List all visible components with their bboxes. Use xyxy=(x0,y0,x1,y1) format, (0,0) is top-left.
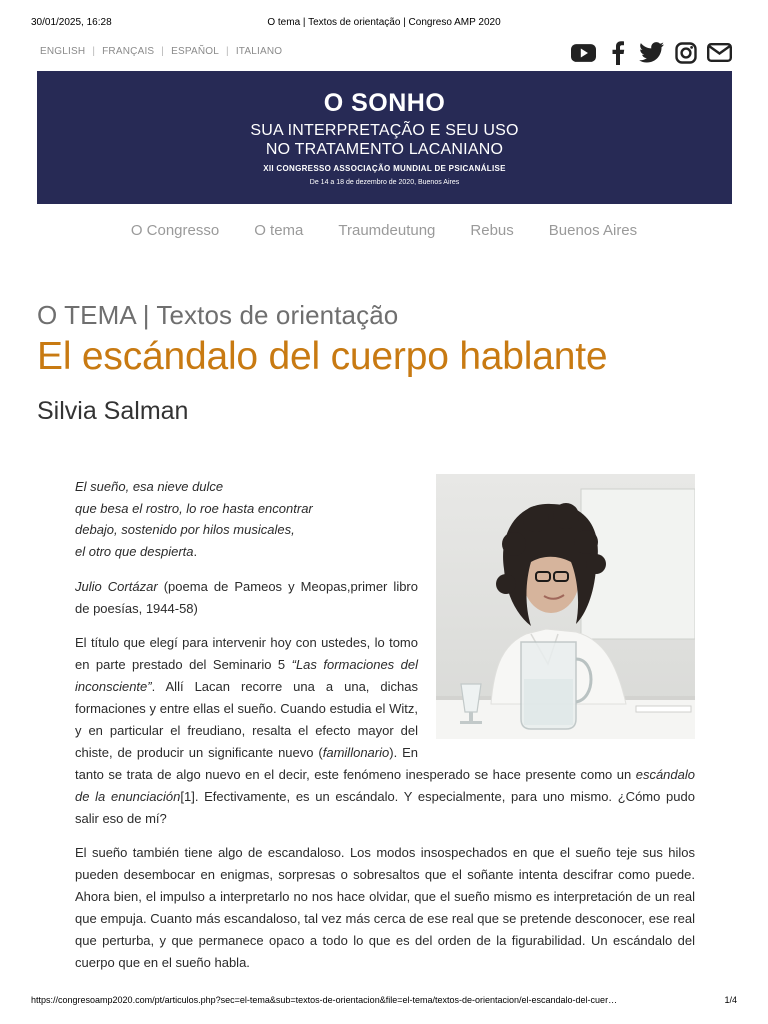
print-datetime: 30/01/2025, 16:28 xyxy=(31,17,112,28)
paragraph-1-text: [1]. Efectivamente, es un escándalo. Y especialmente, para uno mismo. ¿Cómo pudo salir eso de mí? xyxy=(75,789,695,826)
facebook-icon[interactable] xyxy=(605,40,630,65)
poem-line: que besa el rostro, lo roe hasta encontrar xyxy=(75,500,313,516)
print-page-number: 1/4 xyxy=(724,995,737,1005)
social-links xyxy=(571,40,732,65)
nav-rebus[interactable]: Rebus xyxy=(470,222,514,239)
instagram-icon[interactable] xyxy=(673,40,698,65)
section-label: O TEMA | Textos de orientação xyxy=(37,300,399,330)
banner-dates: De 14 a 18 de dezembro de 2020, Buenos Aires xyxy=(309,179,460,186)
term-escandalo: escándalo de la enunciación xyxy=(75,767,695,804)
twitter-icon[interactable] xyxy=(639,40,664,65)
banner-congress: XII CONGRESSO ASSOCIAÇÃO MUNDIAL DE PSICANÁLISE xyxy=(263,164,506,173)
lang-separator: | xyxy=(161,46,165,57)
banner-subtitle-line2: NO TRATAMENTO LACANIANO xyxy=(265,141,504,158)
nav-o-tema[interactable]: O tema xyxy=(254,222,304,239)
youtube-icon[interactable] xyxy=(571,40,596,65)
language-switcher xyxy=(40,46,282,57)
main-nav xyxy=(0,222,768,239)
poem-line: debajo, sostenido por hilos musicales, xyxy=(75,522,295,537)
term-famillonario: famillonario xyxy=(322,745,390,760)
lang-english-link[interactable]: ENGLISH xyxy=(40,46,86,57)
lang-spanish-link[interactable]: ESPAÑOL xyxy=(171,46,220,57)
author-photo xyxy=(436,474,695,739)
article-body xyxy=(75,474,695,986)
poem-period: . xyxy=(193,543,198,559)
banner-title: O SONHO xyxy=(323,89,446,117)
print-url: https://congresoamp2020.com/pt/articulos.php?sec=el-tema&sub=textos-de-orientacion&file=el-tema/textos-de-orientacion/el-escandalo-del-cuer… xyxy=(31,995,618,1005)
lang-separator: | xyxy=(226,46,229,57)
poem-author: Julio Cortázar xyxy=(75,579,158,594)
poem-line-text: el otro que despierta xyxy=(75,543,194,559)
nav-traumdeutung[interactable]: Traumdeutung xyxy=(338,222,436,239)
print-header xyxy=(31,17,737,31)
lang-separator: | xyxy=(92,46,96,57)
nav-buenos-aires[interactable]: Buenos Aires xyxy=(548,222,638,239)
poem-line: El sueño, esa nieve dulce xyxy=(75,479,224,494)
print-document-title: O tema | Textos de orientação | Congreso AMP 2020 xyxy=(267,17,501,28)
lang-italian-link[interactable]: ITALIANO xyxy=(235,46,283,57)
paragraph-2: El sueño también tiene algo de escandaloso. Los modos insospechados en que el sueño teje sus hilos pueden desembocar en enigmas, sorpresas o sobresaltos que el soñante intenta descifrar como puede. Ahora bien, el impulso a interpretarlo no nos hace olvidar, que el sueño mismo es interpretación de un real que empuja. Cuanto más escandaloso, tal vez más cerca de ese real que se pretende desconocer, ese real que perturba, y que permanece opaco a todo lo que es del orden de la figurabilidad. Un escándalo del cuerpo que en el sueño habla. xyxy=(75,845,695,970)
paragraph-1-text: El título que elegí para intervenir hoy con ustedes, lo tomo en parte prestado del Seminario 5 xyxy=(75,635,418,672)
article-author: Silvia Salman xyxy=(37,397,189,425)
seminar-title: “Las formaciones del inconsciente” xyxy=(75,657,418,694)
email-icon[interactable] xyxy=(707,40,732,65)
nav-o-congresso[interactable]: O Congresso xyxy=(130,222,220,239)
paragraph-1-text: ). En tanto se trata de algo nuevo en el decir, este fenómeno inesperado se hace presente como un xyxy=(75,745,636,782)
banner-subtitle-line1: SUA INTERPRETAÇÃO E SEU USO xyxy=(250,122,519,139)
lang-french-link[interactable]: FRANÇAIS xyxy=(102,46,155,57)
article-title: El escándalo del cuerpo hablante xyxy=(37,335,608,378)
congress-banner xyxy=(37,71,732,204)
poem-source-detail: (poema de Pameos y Meopas,primer libro de poesías, 1944-58) xyxy=(75,579,418,616)
paragraph-1-text: . Allí Lacan recorre una a una, dichas formaciones y entre ellas el sueño. Cuando estudia el Witz, y en particular el freudiano, resalta el efecto mayor del chiste, de producir un significante nuevo ( xyxy=(75,679,418,760)
